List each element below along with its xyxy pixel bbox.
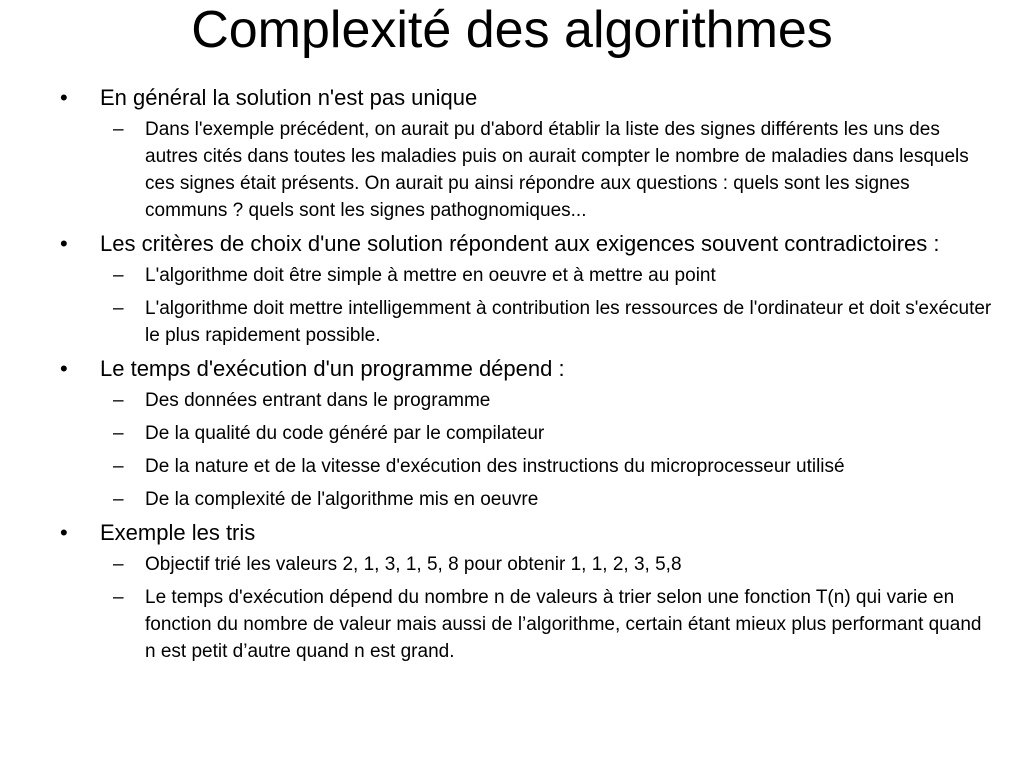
bullet-marker: • xyxy=(60,85,68,110)
bullet-text: Exemple les tris xyxy=(100,520,256,545)
sub-bullet-list xyxy=(100,116,996,224)
sub-bullet-item xyxy=(100,584,996,665)
sub-bullet-text: Objectif trié les valeurs 2, 1, 3, 1, 5, 8 pour obtenir 1, 1, 2, 3, 5,8 xyxy=(145,554,682,575)
sub-bullet-list xyxy=(100,262,996,349)
bullet-marker: • xyxy=(60,231,68,256)
dash-marker: – xyxy=(113,119,124,140)
bullet-marker: • xyxy=(60,520,68,545)
dash-marker: – xyxy=(113,298,124,319)
sub-bullet-text: De la nature et de la vitesse d'exécution des instructions du microprocesseur utilisé xyxy=(145,456,845,477)
dash-marker: – xyxy=(113,265,124,286)
bullet-list xyxy=(56,84,996,671)
bullet-item xyxy=(56,84,996,224)
dash-marker: – xyxy=(113,587,124,608)
sub-bullet-item xyxy=(100,486,996,513)
sub-bullet-item xyxy=(100,295,996,349)
sub-bullet-item xyxy=(100,262,996,289)
bullet-item xyxy=(56,355,996,513)
sub-bullet-item xyxy=(100,420,996,447)
sub-bullet-text: Dans l'exemple précédent, on aurait pu d'abord établir la liste des signes différents les uns des autres cités dans toutes les maladies puis on aurait compter le nombre de maladies dans lesquels ces signes était présents. On aurait pu ainsi répondre aux questions : quels sont les signes communs ? quels sont les signes pathognomiques... xyxy=(145,119,969,221)
dash-marker: – xyxy=(113,489,124,510)
bullet-text: Le temps d'exécution d'un programme dépend : xyxy=(100,356,565,381)
sub-bullet-list xyxy=(100,551,996,665)
dash-marker: – xyxy=(113,456,124,477)
dash-marker: – xyxy=(113,390,124,411)
sub-bullet-text: L'algorithme doit mettre intelligemment à contribution les ressources de l'ordinateur et doit s'exécuter le plus rapidement possible. xyxy=(145,298,992,346)
sub-bullet-item xyxy=(100,116,996,224)
sub-bullet-text: Le temps d'exécution dépend du nombre n de valeurs à trier selon une fonction T(n) qui varie en fonction du nombre de valeur mais aussi de l’algorithme, certain étant mieux plus performant quand n est petit d’autre quand n est grand. xyxy=(145,587,982,662)
bullet-marker: • xyxy=(60,356,68,381)
sub-bullet-item xyxy=(100,387,996,414)
sub-bullet-list xyxy=(100,387,996,513)
dash-marker: – xyxy=(113,423,124,444)
bullet-text: En général la solution n'est pas unique xyxy=(100,85,478,110)
sub-bullet-item xyxy=(100,453,996,480)
dash-marker: – xyxy=(113,554,124,575)
sub-bullet-item xyxy=(100,551,996,578)
bullet-item xyxy=(56,519,996,665)
slide-title: Complexité des algorithmes xyxy=(191,1,833,59)
bullet-item xyxy=(56,230,996,349)
sub-bullet-text: L'algorithme doit être simple à mettre en oeuvre et à mettre au point xyxy=(145,265,716,286)
sub-bullet-text: De la qualité du code généré par le compilateur xyxy=(145,423,545,444)
bullet-text: Les critères de choix d'une solution répondent aux exigences souvent contradictoires : xyxy=(100,231,940,256)
sub-bullet-text: De la complexité de l'algorithme mis en oeuvre xyxy=(145,489,539,510)
sub-bullet-text: Des données entrant dans le programme xyxy=(145,390,491,411)
